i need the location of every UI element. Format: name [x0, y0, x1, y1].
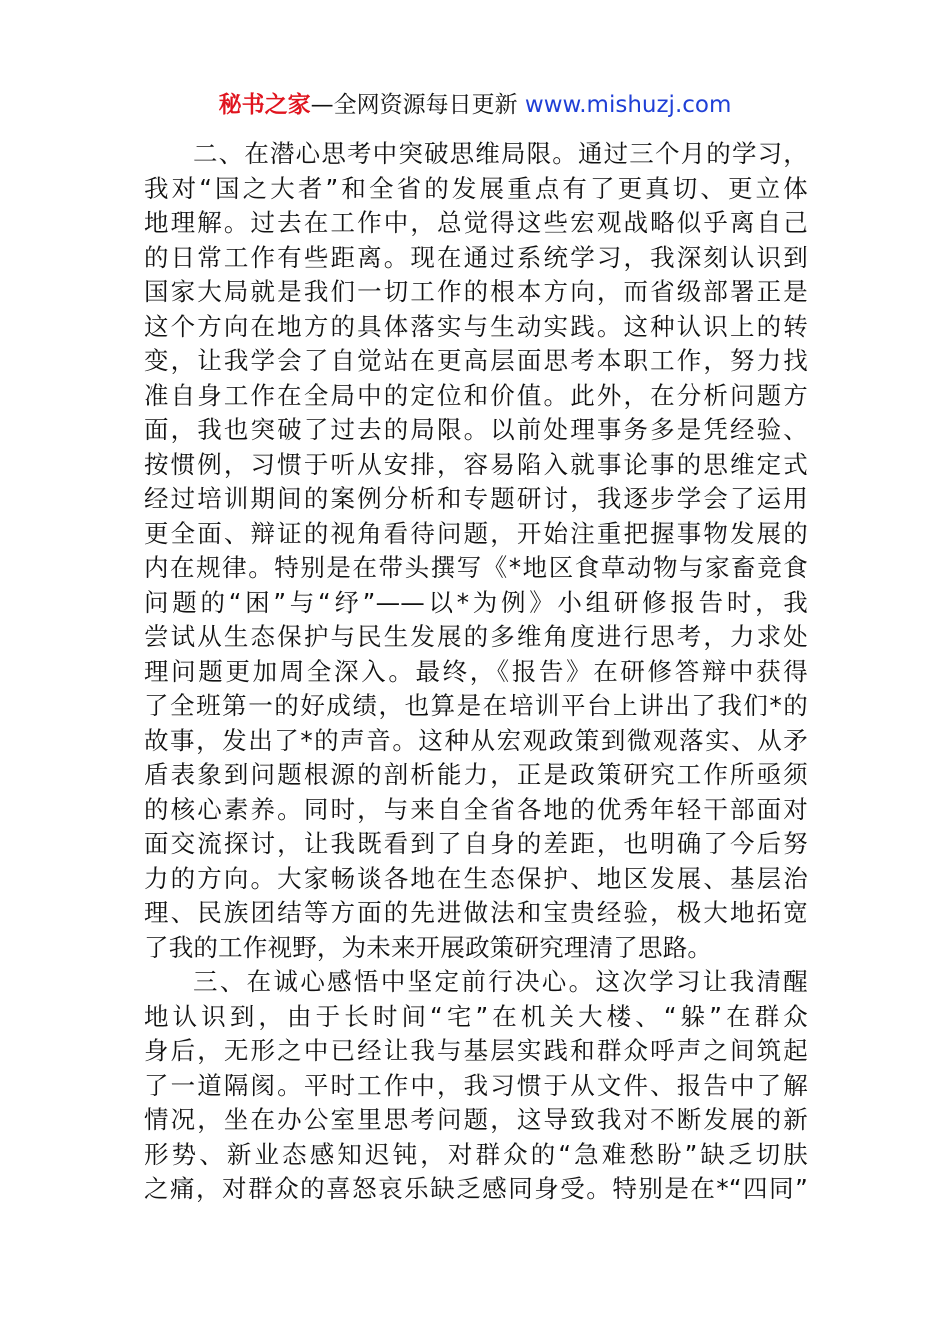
- site-slogan: —全网资源每日更新: [310, 92, 518, 118]
- text-line: 了一道隔阂。平时工作中，我习惯于从文件、报告中了解: [144, 1070, 808, 1100]
- text-line: 内在规律。特别是在带头撰写《*地区食草动物与家畜竞食: [144, 553, 808, 582]
- text-line: 问题的“困”与“纾”——以*为例》小组研修报告时，我: [144, 587, 808, 617]
- paragraph-2-start: 二、在潜心思考中突破思维局限。通过三个月的学习，: [193, 139, 808, 168]
- text-line: 情况，坐在办公室里思考问题，这导致我对不断发展的新: [144, 1105, 808, 1134]
- text-line: 身后，无形之中已经让我与基层实践和群众呼声之间筑起: [144, 1036, 808, 1065]
- site-brand: 秘书之家: [218, 92, 311, 118]
- paragraph-2-end: 了我的工作视野，为未来开展政策研究理清了思路。: [144, 932, 713, 962]
- document-body: [144, 137, 808, 1207]
- text-line: 我对“国之大者”和全省的发展重点有了更真切、更立体: [144, 173, 808, 203]
- text-line: 力的方向。大家畅谈各地在生态保护、地区发展、基层治: [144, 863, 808, 893]
- text-line: 的核心素养。同时，与来自全省各地的优秀年轻干部面对: [144, 794, 808, 824]
- paragraph-3-start: 三、在诚心感悟中坚定前行决心。这次学习让我清醒: [193, 967, 808, 996]
- text-line: 国家大局就是我们一切工作的根本方向，而省级部署正是: [144, 277, 808, 306]
- text-line: 面交流探讨，让我既看到了自身的差距，也明确了今后努: [144, 829, 808, 858]
- text-line: 面，我也突破了过去的局限。以前处理事务多是凭经验、: [144, 415, 808, 444]
- text-line: 经过培训期间的案例分析和专题研讨，我逐步学会了运用: [144, 484, 808, 513]
- text-line: 故事，发出了*的声音。这种从宏观政策到微观落实、从矛: [144, 725, 808, 755]
- site-header: [0, 88, 950, 122]
- text-line: 理问题更加周全深入。最终，《报告》在研修答辩中获得: [144, 656, 808, 686]
- text-line: 形势、新业态感知迟钝，对群众的“急难愁盼”缺乏切肤: [144, 1139, 808, 1169]
- text-line: 之痛，对群众的喜怒哀乐缺乏感同身受。特别是在*“四同”: [144, 1174, 808, 1203]
- site-url-link[interactable]: www.mishuzj.com: [524, 92, 732, 118]
- text-line: 地认识到，由于长时间“宅”在机关大楼、“躲”在群众: [144, 1001, 808, 1031]
- text-line: 尝试从生态保护与民生发展的多维角度进行思考，力求处: [144, 622, 808, 651]
- text-line: 理、民族团结等方面的先进做法和宝贵经验，极大地拓宽: [144, 898, 808, 927]
- text-line: 了全班第一的好成绩，也算是在培训平台上讲出了我们*的: [144, 691, 808, 720]
- text-line: 准自身工作在全局中的定位和价值。此外，在分析问题方: [144, 380, 808, 410]
- text-line: 这个方向在地方的具体落实与生动实践。这种认识上的转: [144, 311, 808, 341]
- text-line: 更全面、辩证的视角看待问题，开始注重把握事物发展的: [144, 518, 808, 548]
- text-line: 盾表象到问题根源的剖析能力，正是政策研究工作所亟须: [144, 760, 808, 789]
- text-line: 地理解。过去在工作中，总觉得这些宏观战略似乎离自己: [144, 208, 808, 237]
- text-line: 按惯例，习惯于听从安排，容易陷入就事论事的思维定式: [144, 449, 808, 479]
- text-line: 变，让我学会了自觉站在更高层面思考本职工作，努力找: [144, 346, 808, 375]
- text-line: 的日常工作有些距离。现在通过系统学习，我深刻认识到: [144, 242, 808, 272]
